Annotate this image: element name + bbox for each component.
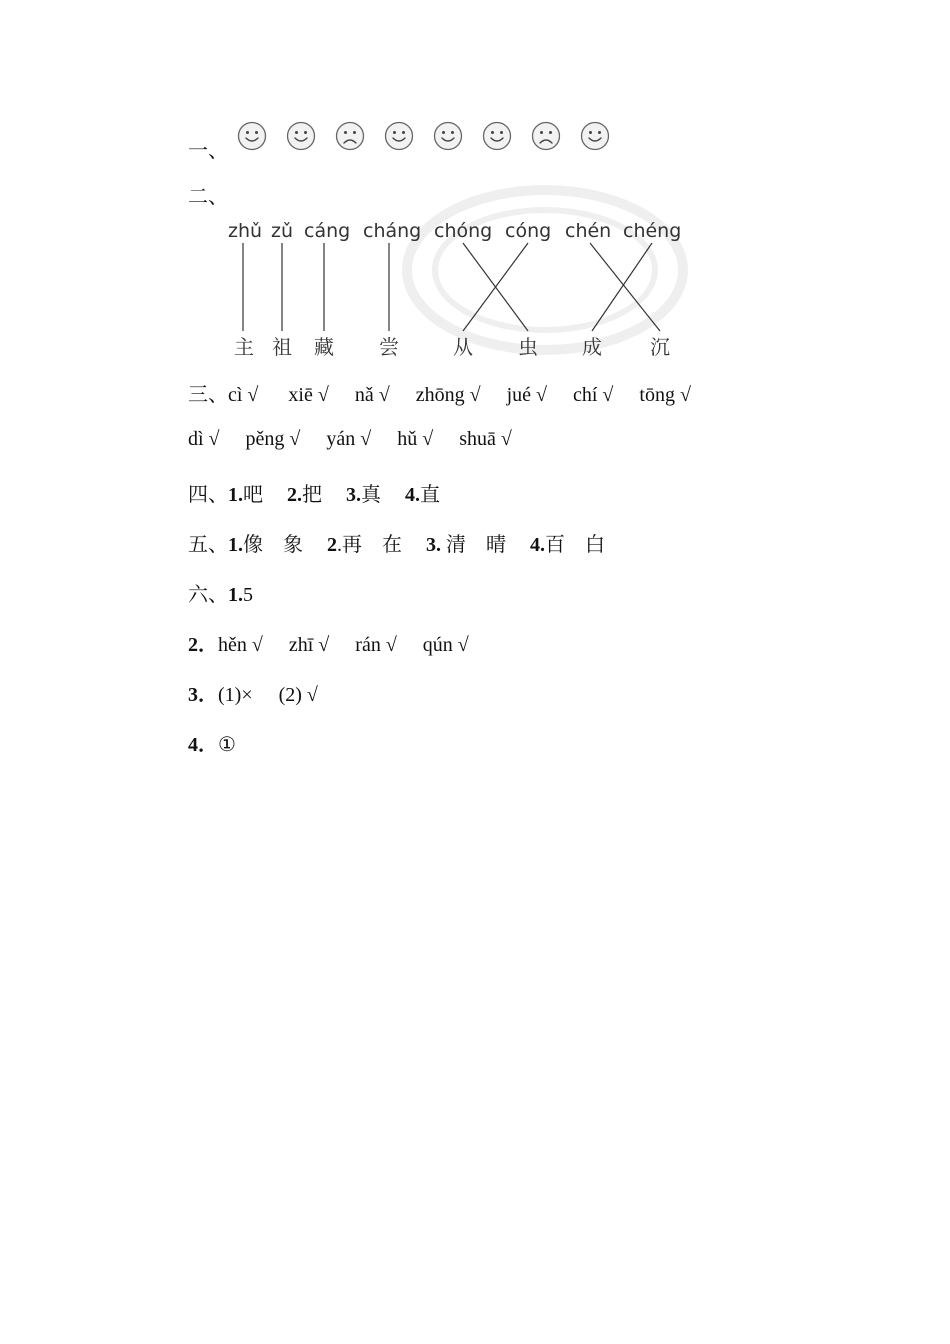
section-6-q1 (188, 578, 253, 607)
pinyin-8: chéng (623, 220, 682, 242)
answer-3-5: jué √ (506, 384, 547, 406)
matching-lines (0, 0, 950, 400)
answer-3-8: dì √ (188, 428, 220, 450)
section-6-q4 (188, 728, 236, 757)
answer-6-2-2: zhī √ (288, 634, 330, 656)
answer-4-3: 真 (361, 484, 381, 506)
pinyin-5: chóng (434, 220, 493, 242)
item-number: 1. (228, 484, 243, 506)
pinyin-7: chén (565, 220, 612, 242)
answer-3-9: pěng √ (245, 428, 301, 450)
hanzi-3: 藏 (314, 335, 334, 359)
hanzi-4: 尝 (379, 335, 399, 359)
pinyin-1: zhǔ (228, 220, 263, 242)
answer-6-2-1: hěn √ (218, 634, 263, 656)
item-number: 2． (188, 634, 218, 656)
item-number: 2 (327, 534, 337, 556)
answer-6-3-1: (1)× (218, 684, 253, 706)
item-number: 1. (228, 534, 243, 556)
item-number: 2. (287, 484, 302, 506)
section-5-label: 五、 (188, 534, 228, 556)
pinyin-4: cháng (363, 220, 422, 242)
answer-6-2-3: rán √ (355, 634, 397, 656)
section-3-line-2 (188, 428, 512, 451)
pinyin-3: cáng (304, 220, 351, 242)
answer-3-3: nǎ √ (354, 384, 390, 406)
section-6-q2 (188, 628, 469, 657)
section-6-label: 六、 (188, 584, 228, 606)
answer-5-4: 百 白 (545, 534, 605, 556)
answer-5-3: 清 晴 (441, 534, 506, 556)
pinyin-2: zǔ (271, 220, 294, 242)
answer-3-6: chí √ (572, 384, 614, 406)
hanzi-8: 沉 (650, 335, 670, 359)
hanzi-2: 祖 (272, 335, 292, 359)
answer-5-2: .再 在 (337, 534, 402, 556)
answer-3-11: hǔ √ (397, 428, 434, 450)
answer-3-4: zhōng √ (415, 384, 481, 406)
answer-3-12: shuā √ (459, 428, 512, 450)
answer-4-1: 吧 (243, 484, 263, 506)
item-number: 3. (426, 534, 441, 556)
answer-5-1: 像 象 (243, 534, 303, 556)
section-5 (188, 528, 605, 557)
answer-3-1: cì √ (228, 384, 259, 406)
answer-6-2-4: qún √ (422, 634, 469, 656)
section-4-label: 四、 (188, 484, 228, 506)
item-number: 4. (530, 534, 545, 556)
hanzi-1: 主 (234, 335, 254, 359)
hanzi-6: 虫 (518, 335, 538, 359)
answer-3-10: yán √ (326, 428, 372, 450)
section-6-q3 (188, 678, 318, 707)
pinyin-6: cóng (505, 220, 552, 242)
answer-6-3-2: (2) √ (278, 684, 318, 706)
item-number: 4. (405, 484, 420, 506)
item-number: 3． (188, 684, 218, 706)
item-number: 3. (346, 484, 361, 506)
answer-4-2: 把 (302, 484, 322, 506)
section-1-label: 一、 (188, 140, 228, 162)
section-3-label: 三、 (188, 384, 228, 406)
answer-4-4: 直 (420, 484, 440, 506)
answer-6-4: ① (218, 734, 236, 756)
section-4 (188, 478, 440, 507)
hanzi-7: 成 (582, 335, 602, 359)
hanzi-5: 从 (453, 335, 473, 359)
answer-3-7: tōng √ (639, 384, 691, 406)
answer-3-2: xiē √ (288, 384, 329, 406)
section-3-line-1 (188, 378, 691, 407)
item-number: 4． (188, 734, 218, 756)
item-number: 1. (228, 584, 243, 606)
section-2-label: 二、 (188, 186, 228, 208)
answer-6-1: 5 (243, 584, 253, 606)
